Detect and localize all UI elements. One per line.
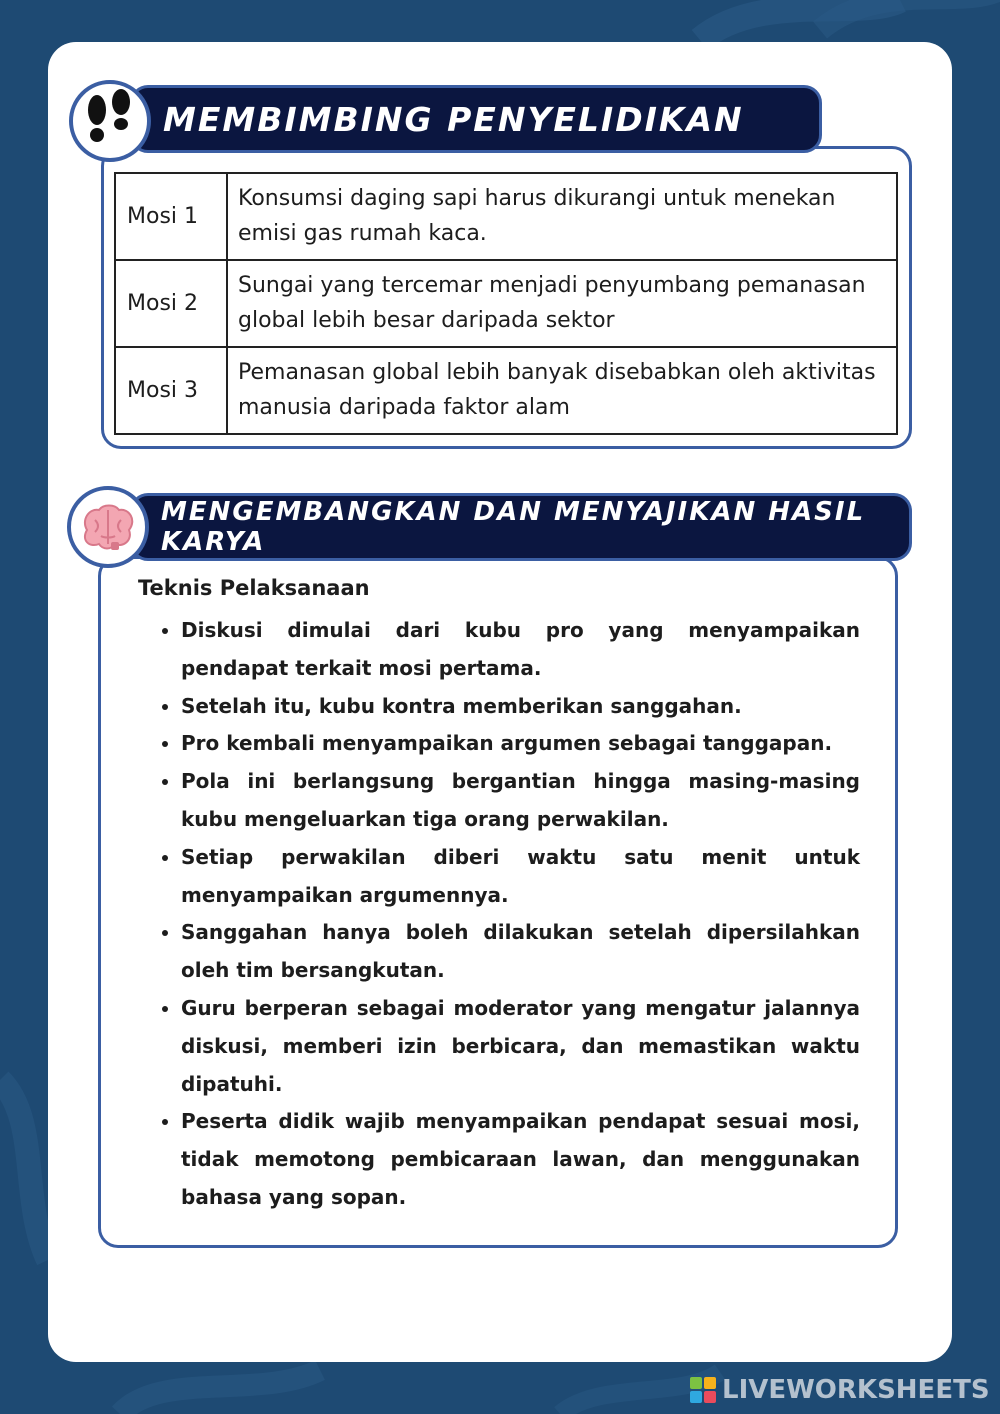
table-row	[115, 347, 897, 434]
table-row	[115, 173, 897, 260]
brain-icon	[79, 502, 137, 552]
section1-icon-badge	[69, 80, 151, 162]
watermark	[690, 1374, 990, 1406]
liveworksheets-logo-icon	[690, 1377, 716, 1403]
list-item: • Diskusi dimulai dari kubu pro yang menyampaikan pendapat terkait mosi pertama.	[181, 612, 860, 688]
mosi-label: Mosi 3	[115, 347, 227, 434]
mosi-table	[114, 172, 898, 435]
list-item: • Peserta didik wajib menyampaikan pendapat sesuai mosi, tidak memotong pembicaraan lawan, dan menggunakan bahasa yang sopan.	[181, 1103, 860, 1216]
list-item: • Pro kembali menyampaikan argumen sebagai tanggapan.	[181, 725, 860, 763]
list-item: • Sanggahan hanya boleh dilakukan setelah dipersilahkan oleh tim bersangkutan.	[181, 914, 860, 990]
mosi-label: Mosi 1	[115, 173, 227, 260]
mosi-text: Sungai yang tercemar menjadi penyumbang pemanasan global lebih besar daripada sektor	[227, 260, 897, 347]
mosi-text: Pemanasan global lebih banyak disebabkan oleh aktivitas manusia daripada faktor alam	[227, 347, 897, 434]
list-item: • Pola ini berlangsung bergantian hingga masing-masing kubu mengeluarkan tiga orang perwakilan.	[181, 763, 860, 839]
section2-icon-badge	[67, 486, 149, 568]
list-item: • Setelah itu, kubu kontra memberikan sanggahan.	[181, 688, 860, 726]
section1-title: MEMBIMBING PENYELIDIKAN	[130, 85, 822, 153]
mosi-label: Mosi 2	[115, 260, 227, 347]
section2-title: MENGEMBANGKAN DAN MENYAJIKAN HASIL KARYA	[130, 493, 912, 561]
steps-list	[150, 612, 860, 1217]
mosi-text: Konsumsi daging sapi harus dikurangi untuk menekan emisi gas rumah kaca.	[227, 173, 897, 260]
subtitle: Teknis Pelaksanaan	[138, 576, 370, 600]
table-row	[115, 260, 897, 347]
footprints-icon	[81, 88, 139, 154]
list-item: • Setiap perwakilan diberi waktu satu menit untuk menyampaikan argumennya.	[181, 839, 860, 915]
list-item: • Guru berperan sebagai moderator yang mengatur jalannya diskusi, memberi izin berbicara, dan memastikan waktu dipatuhi.	[181, 990, 860, 1103]
watermark-text: LIVEWORKSHEETS	[722, 1375, 990, 1405]
